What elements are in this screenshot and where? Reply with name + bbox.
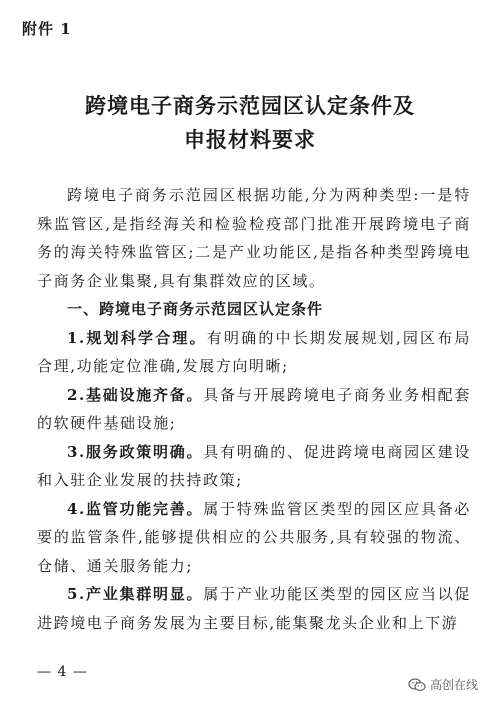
condition-label: 1.规划科学合理。 <box>67 328 207 347</box>
section-heading: 一、跨境电子商务示范园区认定条件 <box>67 300 324 318</box>
condition-text: 具有明确的、促进跨境电商园区建设和入驻企业发展的扶持政策; <box>37 442 471 489</box>
condition-text: 具备与开展跨境电子商务业务相配套的软硬件基础设施; <box>37 385 471 432</box>
condition-item <box>37 580 471 637</box>
condition-label: 2.基础设施齐备。 <box>67 385 204 404</box>
condition-label: 3.服务政策明确。 <box>67 442 204 461</box>
document-title-line-2: 申报材料要求 <box>184 127 316 152</box>
intro-paragraph: 跨境电子商务示范园区根据功能,分为两种类型:一是特殊监管区,是指经海关和检验检疫部门批准开展跨境电子商务的海关特殊监管区;二是产业功能区,是指各种类型跨境电子商务企业集聚,具有集群效应的区域。 <box>37 186 471 290</box>
condition-item <box>37 495 471 581</box>
wechat-icon <box>408 678 426 692</box>
source-watermark <box>408 676 478 693</box>
condition-text: 属于特殊监管区类型的园区应具备必要的监管条件,能够提供相应的公共服务,具有较强的物流、仓储、通关服务能力; <box>37 499 471 575</box>
attachment-label: 附件 1 <box>22 20 72 38</box>
condition-text: 属于产业功能区类型的园区应当以促进跨境电子商务发展为主要目标,能集聚龙头企业和上下游 <box>37 585 471 632</box>
condition-item <box>37 438 471 495</box>
condition-item <box>37 324 471 381</box>
watermark-text: 高创在线 <box>430 678 479 692</box>
condition-label: 4.监管功能完善。 <box>67 499 204 518</box>
document-body <box>37 181 471 637</box>
page-number: — 4 — <box>37 664 88 680</box>
condition-item <box>37 381 471 438</box>
document-title-line-1: 跨境电子商务示范园区认定条件及 <box>85 93 415 118</box>
condition-text: 有明确的中长期发展规划,园区布局合理,功能定位准确,发展方向明晰; <box>37 328 471 375</box>
condition-label: 5.产业集群明显。 <box>67 585 204 603</box>
